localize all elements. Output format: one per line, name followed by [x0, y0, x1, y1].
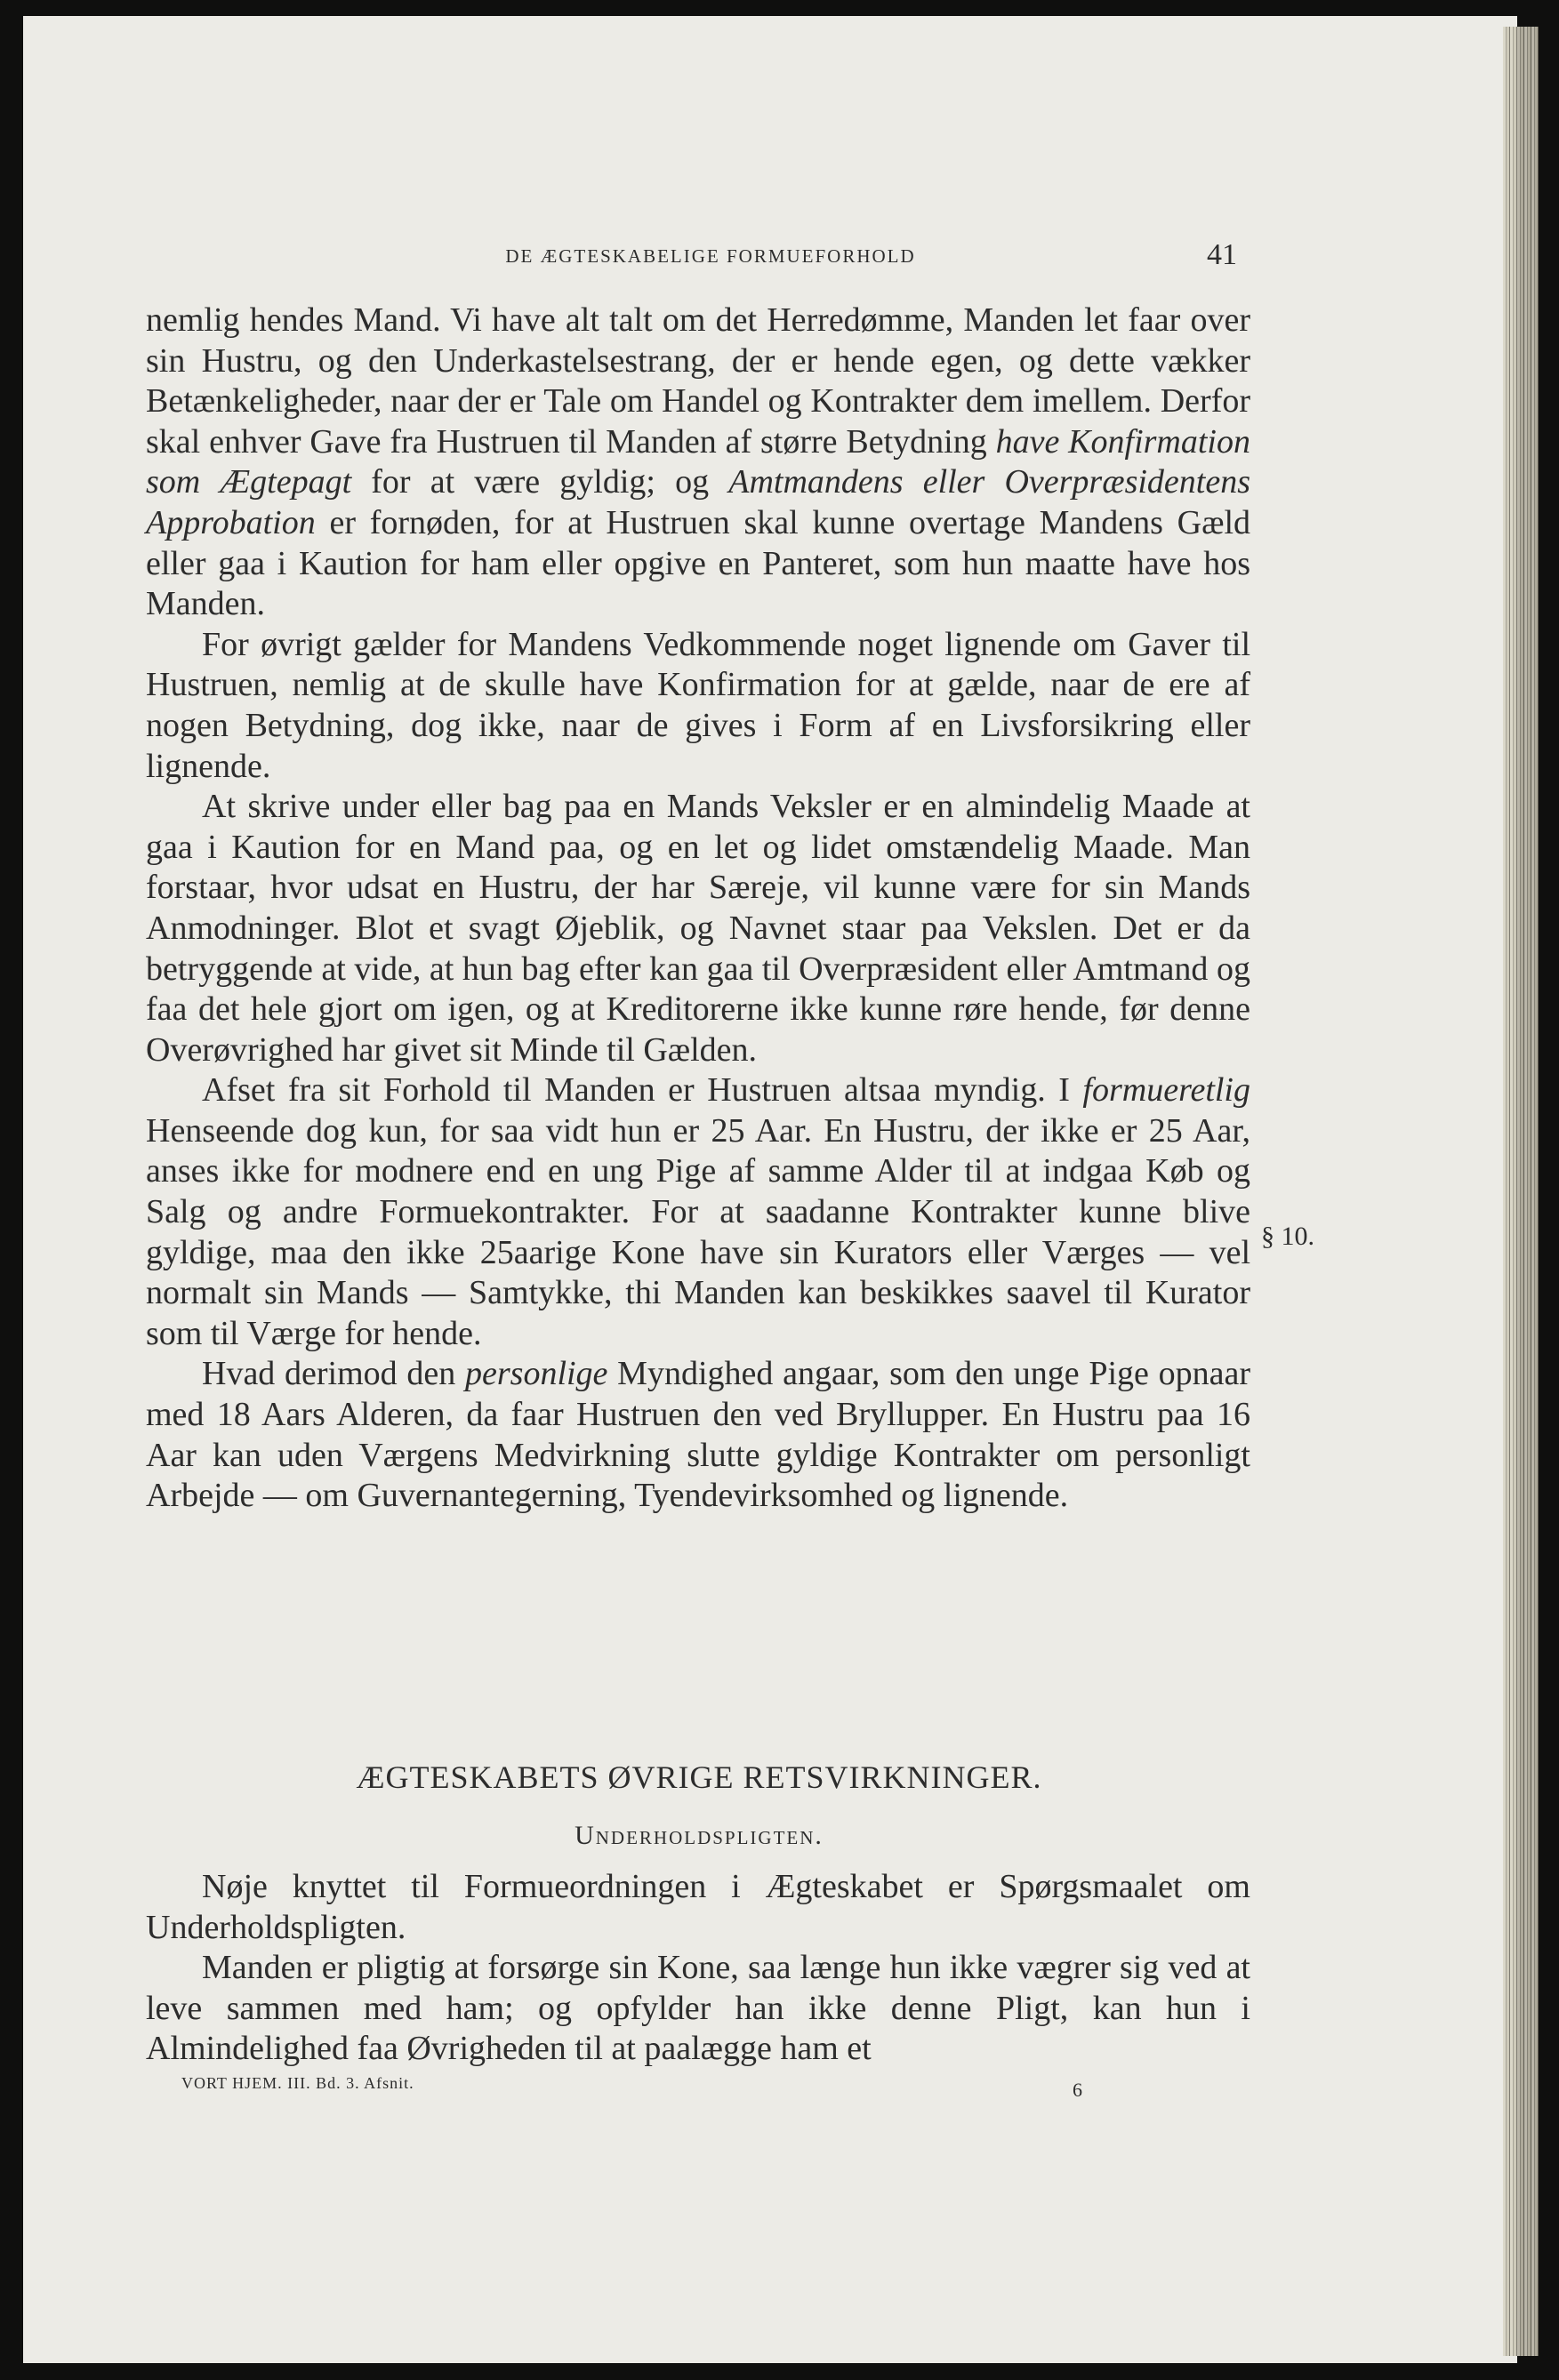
signature-line: VORT HJEM. III. Bd. 3. Afsnit. [181, 2074, 414, 2092]
text-segment: for at være gyldig; og [351, 463, 729, 501]
page-edge-stack [1503, 27, 1539, 2356]
italic-phrase: personlige [465, 1355, 608, 1393]
text-segment: Henseende dog kun, for saa vidt hun er 25 Aar. En Hustru, der ikke er 25 Aar, anses ikke for modnere end en ung Pige af samme Alder til at indgaa Køb og Salg og andre Formuekontrakter. For at saadanne Kontrakter kunne blive gyldige, maa den ikke 25aarige Kone have sin Kurators eller Værges — vel normalt sin Mands — Samtykke, thi Manden kan beskikkes saavel til Kurator som til Værge for hende. [146, 1111, 1250, 1352]
paragraph [146, 1070, 1250, 1354]
section-subheading: Underholdspligten. [575, 1821, 824, 1850]
margin-section-note: § 10. [1261, 1222, 1314, 1251]
paragraph [146, 1867, 1250, 1948]
sheet-number: 6 [1073, 2079, 1082, 2101]
main-text-block [146, 301, 1250, 1517]
italic-phrase: Amtmandens eller Overpræsidentens Approbation [146, 463, 1250, 541]
paragraph [146, 625, 1250, 787]
italic-phrase: have Konfirmation som Ægtepagt [146, 422, 1250, 501]
text-segment: Hvad derimod den [202, 1355, 465, 1393]
paragraph [146, 1948, 1250, 2070]
book-page [23, 16, 1517, 2363]
paragraph [146, 787, 1250, 1070]
text-segment: Manden er pligtig at forsørge sin Kone, saa længe hun ikke vægrer sig ved at leve sammen med ham; og opfylder han ikke denne Pligt, kan hun i Almindelighed faa Øvrigheden til at paalægge ham et [146, 1949, 1250, 2068]
italic-phrase: formueretlig [1082, 1071, 1250, 1110]
section-heading: ÆGTESKABETS ØVRIGE RETSVIRKNINGER. [356, 1759, 1042, 1795]
text-segment: er fornøden, for at Hustruen skal kunne overtage Mandens Gæld eller gaa i Kaution for ham eller opgive en Panteret, som hun maatte have hos Manden. [146, 503, 1250, 623]
paragraph [146, 1354, 1250, 1516]
text-segment: At skrive under eller bag paa en Mands Veksler er en almindelig Maade at gaa i Kaution for en Mand paa, og en let og lidet omstændelig Maade. Man forstaar, hvor udsat en Hustru, der har Særeje, vil kunne være for sin Mands Anmodninger. Blot et svagt Øjeblik, og Navnet staar paa Vekslen. Det er da betryggende at vide, at hun bag efter kan gaa til Overpræsident eller Amtmand og faa det hele gjort om igen, og at Kreditorerne ikke kunne røre hende, før denne Overøvrighed har givet sit Minde til Gælden. [146, 788, 1250, 1069]
page-number: 41 [1207, 238, 1237, 271]
section-text-block [146, 1867, 1250, 2070]
paragraph [146, 301, 1250, 625]
text-segment: Nøje knyttet til Formueordningen i Ægteskabet er Spørgsmaalet om Underholdspligten. [146, 1868, 1250, 1946]
running-title: DE ÆGTESKABELIGE FORMUEFORHOLD [505, 245, 916, 267]
text-segment: nemlig hendes Mand. Vi have alt talt om det Herredømme, Manden let faar over sin Hustru, og den Underkastelsestrang, der er hende egen, og dette vækker Betænkeligheder, naar der er Tale om Handel og Kontrakter dem imellem. Derfor skal enhver Gave fra Hustruen til Manden af større Betydning [146, 301, 1250, 461]
text-segment: Afset fra sit Forhold til Manden er Hustruen altsaa myndig. I [202, 1071, 1083, 1110]
text-segment: Myndighed angaar, som den unge Pige opnaar med 18 Aars Alderen, da faar Hustruen den ved Bryllupper. En Hustru paa 16 Aar kan uden Værgens Medvirkning slutte gyldige Kontrakter om personligt Arbejde — om Guvernantegerning, Tyendevirksomhed og lignende. [146, 1355, 1251, 1515]
text-segment: For øvrigt gælder for Mandens Vedkommende noget lignende om Gaver til Hustruen, nemlig at de skulle have Konfirmation for at gælde, naar de ere af nogen Betydning, dog ikke, naar de gives i Form af en Livsforsikring eller lignende. [146, 625, 1250, 785]
